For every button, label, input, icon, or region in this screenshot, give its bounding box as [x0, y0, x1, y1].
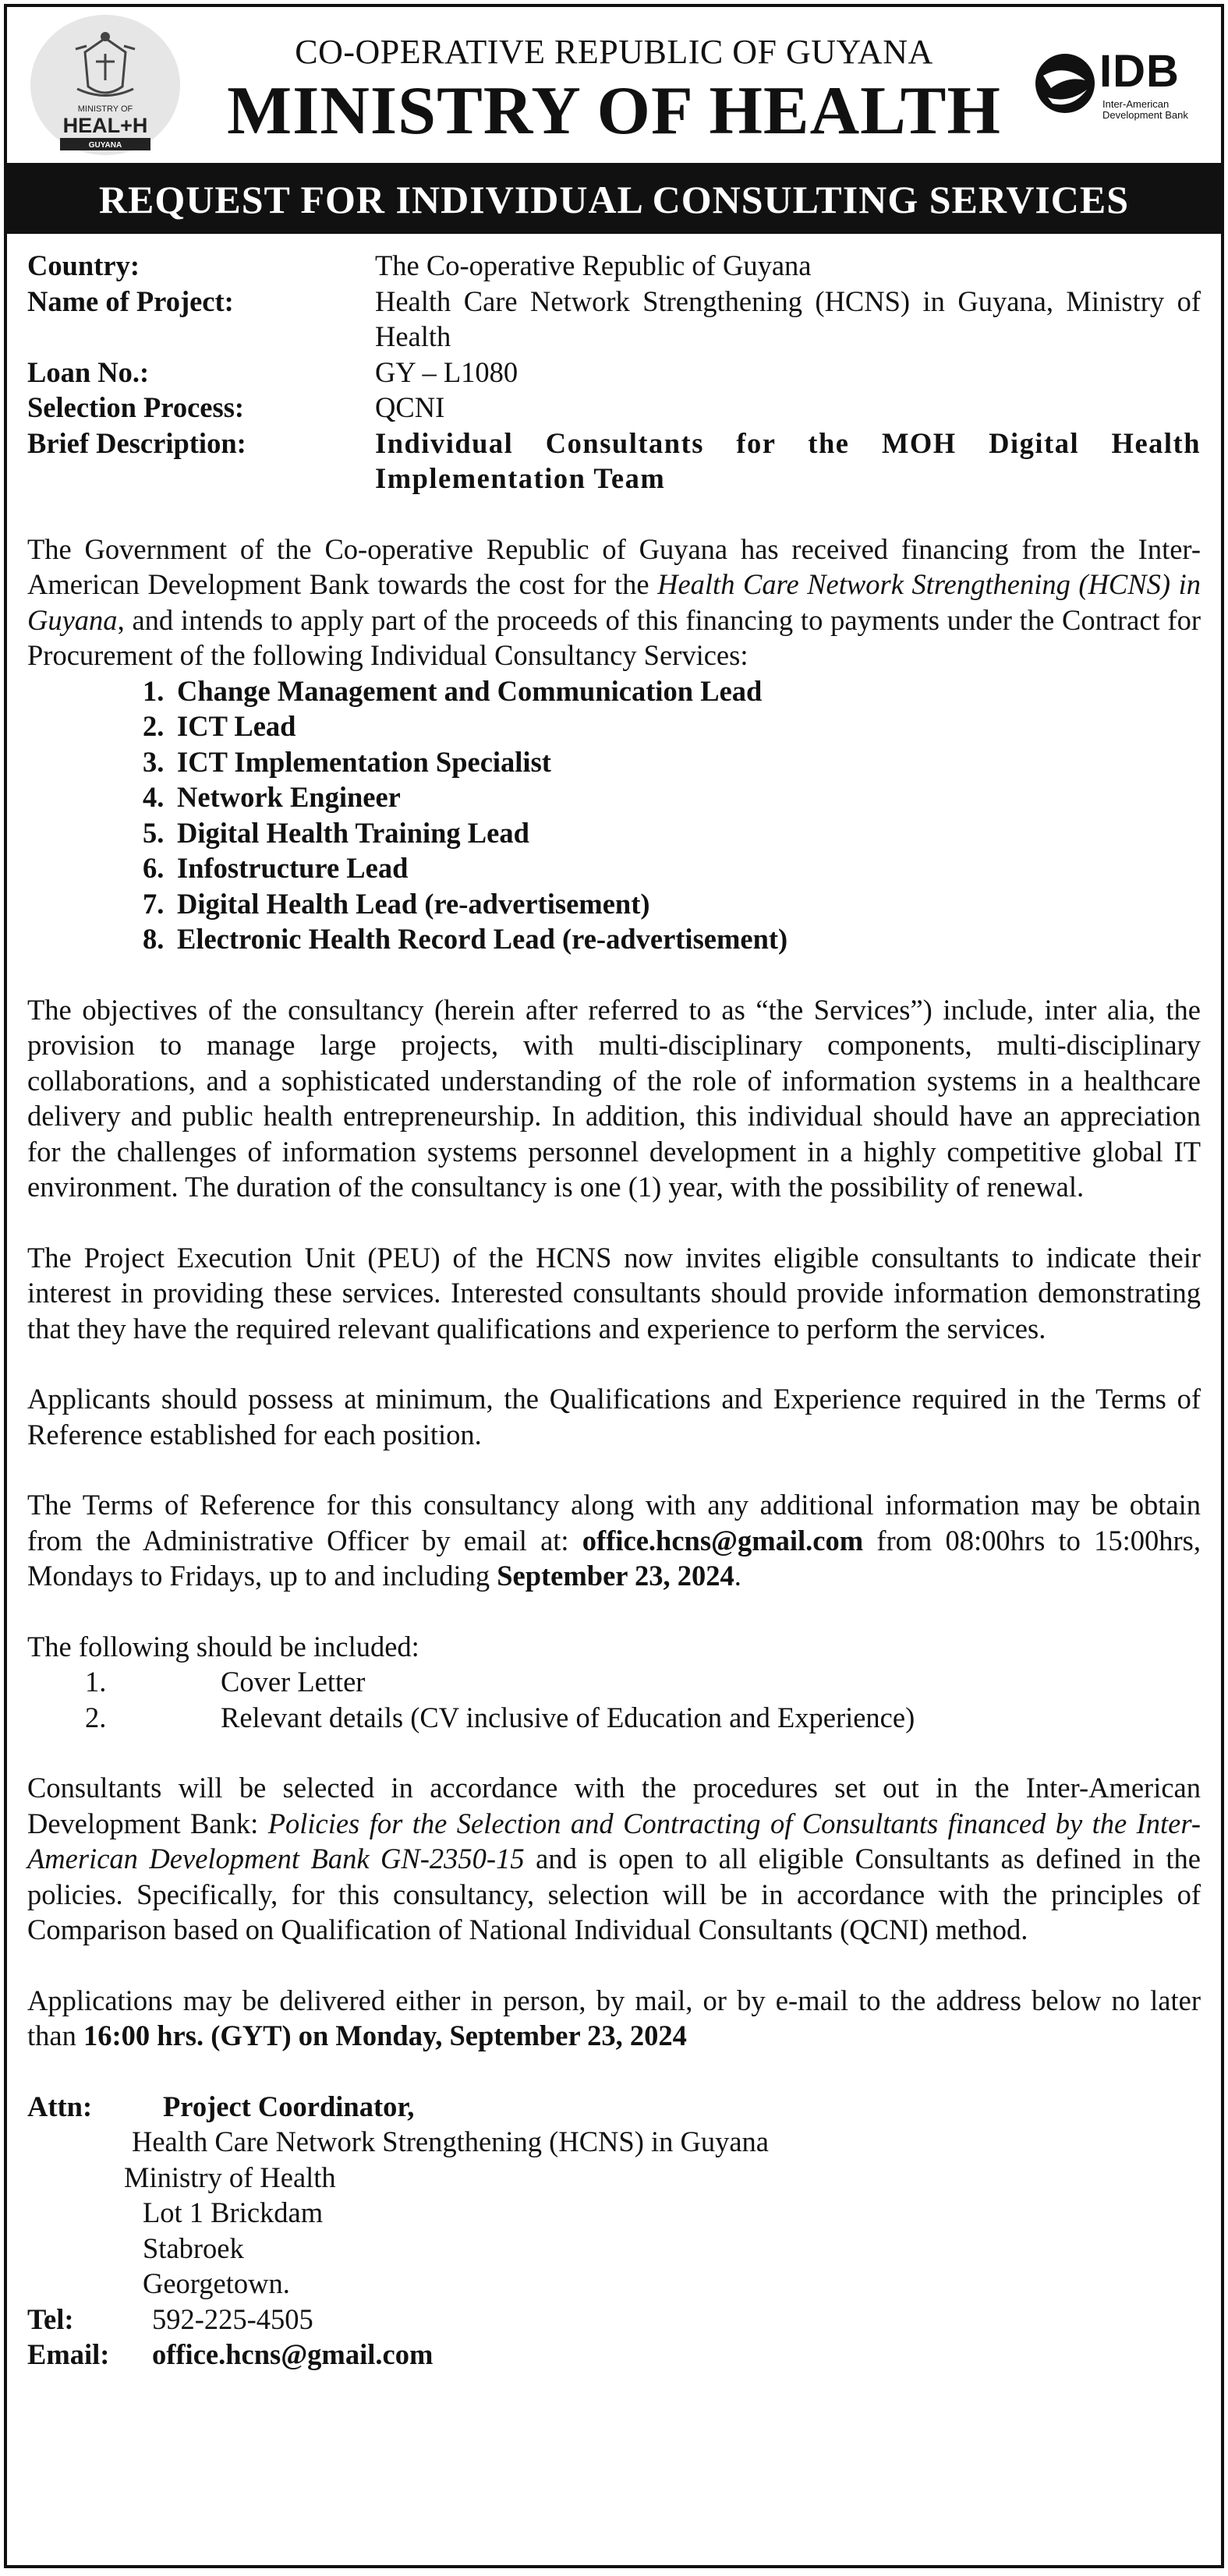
- applicants-paragraph: Applicants should possess at minimum, the Qualifications and Experience required in the Terms of Reference established for each position.: [27, 1383, 1201, 1451]
- ministry-heading: MINISTRY OF HEALTH: [227, 73, 1001, 149]
- document-title: REQUEST FOR INDIVIDUAL CONSULTING SERVICES: [7, 165, 1221, 234]
- service-number: 5.: [143, 816, 165, 849]
- included-label: Cover Letter: [221, 1666, 366, 1698]
- email-row: [27, 2337, 1201, 2373]
- service-label: ICT Implementation Specialist: [177, 745, 551, 778]
- coat-of-arms-icon: [30, 15, 180, 155]
- address-line-1: Health Care Network Strengthening (HCNS) in Guyana: [132, 2125, 770, 2157]
- list-item: [27, 1700, 1201, 1736]
- project-details: [27, 248, 1201, 496]
- peu-paragraph: The Project Execution Unit (PEU) of the HCNS now invites eligible consultants to indicate their interest in providing these services. Interested consultants should provide information demonstrating that they have the required relevant qualifications and experience to perform the services.: [27, 1241, 1201, 1345]
- selection-policy: Policies for the Selection and Contracting of Consultants financed by the Inter-American Development Bank GN-2350-15: [27, 1807, 1201, 1875]
- attn-value: Project Coordinator,: [163, 2090, 415, 2122]
- idb-logo: [1034, 44, 1198, 130]
- contact-block: [27, 2089, 1201, 2373]
- tor-paragraph: [27, 1487, 1201, 1594]
- service-label: Change Management and Communication Lead: [177, 674, 763, 707]
- logo-main-text: HEAL+H: [62, 114, 148, 137]
- service-label: ICT Lead: [177, 710, 296, 742]
- list-item: [27, 673, 1201, 709]
- attn-label: Attn:: [27, 2090, 93, 2122]
- detail-brief: [27, 426, 1201, 496]
- objectives-paragraph: The objectives of the consultancy (herein after referred to as “the Services”) include, inter alia, the provision to manage large projects, with multi-disciplinary components, multi-disciplinary collaborations, and a sophisticated understanding of the role of information systems in a healthcare delivery and public health entrepreneurship. In addition, this individual should have an appreciation for the challenges of information systems personnel development in a highly competitive global IT environment. The duration of the consultancy is one (1) year, with the possibility of renewal.: [27, 993, 1201, 1203]
- detail-country: [27, 248, 1201, 284]
- advertisement-page: [4, 4, 1224, 2568]
- list-item: [27, 1664, 1201, 1700]
- loan-value: GY – L1080: [375, 355, 518, 388]
- idb-subtitle-line1: Inter-American: [1102, 98, 1170, 110]
- tel-label: Tel:: [27, 2302, 74, 2335]
- tor-text-1: The Terms of Reference for this consultancy along with any additional information may be obtain from the Administrative Officer by email at:: [27, 1489, 1201, 1557]
- service-number: 2.: [143, 710, 165, 742]
- address-line-5: Georgetown.: [143, 2267, 290, 2299]
- republic-heading: CO-OPERATIVE REPUBLIC OF GUYANA: [295, 33, 933, 71]
- list-item: [27, 815, 1201, 851]
- service-label: Infostructure Lead: [177, 852, 409, 884]
- email-label: Email:: [27, 2338, 110, 2370]
- detail-selection: [27, 390, 1201, 426]
- selection-text-2: and is open to all eligible Consultants as defined in the policies. Specifically, for this consultancy, selection will be in accordance with the principles of Comparison based on Qualification of National Individual Consultants (QCNI) method.: [27, 1843, 1201, 1945]
- selection-label: Selection Process:: [27, 391, 245, 423]
- idb-logo-text: IDB: [1099, 46, 1180, 97]
- ministry-of-health-logo: [30, 15, 180, 155]
- selection-value: QCNI: [375, 391, 445, 423]
- list-item: [27, 779, 1201, 815]
- project-label: Name of Project:: [27, 284, 234, 317]
- tor-text-2: from 08:00hrs to 15:00hrs, Mondays to Fridays, up to and including: [27, 1524, 1201, 1592]
- idb-logo-subtitle: [1102, 99, 1204, 121]
- detail-project: [27, 284, 1201, 355]
- loan-label: Loan No.:: [27, 355, 150, 388]
- country-value: The Co-operative Republic of Guyana: [375, 249, 812, 281]
- delivery-deadline: 16:00 hrs. (GYT) on Monday, September 23, 2024: [83, 2019, 687, 2051]
- intro-text-end: , and intends to apply part of the proceeds of this financing to payments under the Contract for Procurement of the following Individual Consultancy Services:: [27, 603, 1201, 671]
- brief-label: Brief Description:: [27, 426, 246, 459]
- selection-text-1: Consultants will be selected in accordance with the procedures set out in the Inter-American Development Bank:: [27, 1772, 1201, 1839]
- service-number: 4.: [143, 781, 165, 813]
- intro-project-name: Health Care Network Strengthening (HCNS) in Guyana: [27, 568, 1201, 636]
- country-label: Country:: [27, 249, 140, 281]
- attn-row: [27, 2089, 1201, 2125]
- service-number: 3.: [143, 745, 165, 778]
- included-number: 1.: [85, 1666, 107, 1698]
- logo-top-text: MINISTRY OF: [77, 104, 133, 114]
- included-label: Relevant details (CV inclusive of Education and Experience): [221, 1701, 915, 1733]
- included-intro: The following should be included:: [27, 1630, 419, 1663]
- brief-value: Individual Consultants for the MOH Digital Health Implementation Team: [375, 426, 1201, 494]
- service-label: Digital Health Lead (re-advertisement): [177, 887, 650, 920]
- tel-row: [27, 2302, 1201, 2337]
- list-item: [27, 744, 1201, 780]
- document-body: [7, 234, 1221, 2373]
- address-line-3: Lot 1 Brickdam: [143, 2196, 324, 2228]
- intro-text-start: The Government of the Co-operative Republic of Guyana has received financing from the Inter-American Development Bank towards the cost for the: [27, 532, 1201, 600]
- address-line-2: Ministry of Health: [124, 2161, 336, 2193]
- tor-date: September 23, 2024: [497, 1560, 734, 1592]
- header-titles: [194, 33, 1034, 149]
- included-list: [27, 1664, 1201, 1735]
- tor-email: office.hcns@gmail.com: [582, 1524, 864, 1557]
- logo-bottom-text: GUYANA: [88, 141, 122, 150]
- email-value: office.hcns@gmail.com: [152, 2338, 434, 2370]
- included-number: 2.: [85, 1701, 107, 1733]
- idb-subtitle-line2: Development Bank: [1102, 109, 1188, 121]
- tel-value: 592-225-4505: [152, 2302, 313, 2335]
- idb-emblem-icon: [1034, 52, 1096, 115]
- list-item: [27, 921, 1201, 957]
- address-line-4: Stabroek: [143, 2231, 244, 2264]
- header: [7, 7, 1221, 165]
- service-number: 7.: [143, 887, 165, 920]
- selection-paragraph: [27, 1770, 1201, 1948]
- delivery-text: Applications may be delivered either in person, by mail, or by e-mail to the address below no later than: [27, 1984, 1201, 2051]
- intro-paragraph: [27, 532, 1201, 673]
- list-item: [27, 850, 1201, 886]
- delivery-paragraph: [27, 1983, 1201, 2054]
- service-label: Electronic Health Record Lead (re-advertisement): [177, 923, 788, 955]
- tor-text-3: .: [734, 1560, 741, 1592]
- list-item: [27, 886, 1201, 922]
- detail-loan: [27, 355, 1201, 390]
- service-label: Digital Health Training Lead: [177, 816, 529, 849]
- service-number: 1.: [143, 674, 165, 707]
- project-value: Health Care Network Strengthening (HCNS) in Guyana, Ministry of Health: [375, 284, 1201, 352]
- list-item: [27, 708, 1201, 744]
- service-number: 8.: [143, 923, 165, 955]
- service-label: Network Engineer: [177, 781, 401, 813]
- services-list: [27, 673, 1201, 957]
- service-number: 6.: [143, 852, 165, 884]
